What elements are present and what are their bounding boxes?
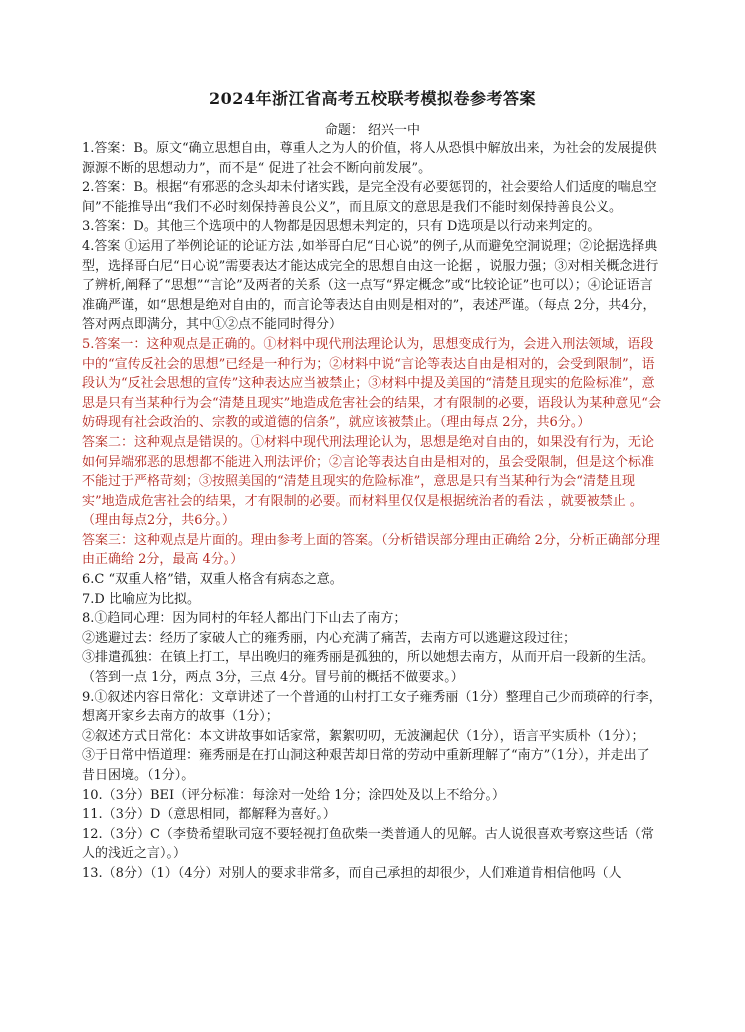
answer-13: 13.（8分）（1）（4分）对别人的要求非常多，而自己承担的却很少，人们难道肯相信他吗（人 <box>82 865 622 881</box>
answer-8-point-3: ③排遣孤独：在镇上打工，早出晚归的雍秀丽是孤独的，所以她想去南方，从而开启一段新的生活。（答到一点 1分，两点 3分，三点 4分。冒号前的概括不做要求。） <box>82 650 655 686</box>
answer-9-point-3: ③于日常中悟道理：雍秀丽是在打山洞这种艰苦却日常的劳动中重新理解了“南方”（1分），并走出了昔日困境。（1分）。 <box>82 748 650 783</box>
page-title: 2024年浙江省高考五校联考模拟卷参考答案 <box>208 89 537 108</box>
answer-5-plan-1: 5.答案一：这种观点是正确的。①材料中现代刑法理论认为，思想变成行为，会进入刑法领域，语段中的“宣传反社会的思想”已经是一种行为；②材料中说“言论等表达自由是相对的，会受到限制”，语段认为“反社会思想的宣传”这种表达应当被禁止；③材料中提及美国的“清楚且现实的危险标准”，意思是只有当某种行为会“清楚且现实”地造成危害社会的结果，才有限制的必要，语段认为某种意见“会妨碍现有社会政治的、宗教的或道德的信条”，就应该被禁止。（理由每点 2分，共6分。） <box>82 336 661 431</box>
answer-9-point-1: 9.①叙述内容日常化：文章讲述了一个普通的山村打工女子雍秀丽（1分）整理自己少而琐碎的行李，想离开家乡去南方的故事（1分）； <box>82 689 662 725</box>
answer-1: 1.答案：B。原文“确立思想自由，尊重人之为人的价值，将人从恐惧中解放出来，为社会的发展提供源源不断的思想动力”，而不是“ 促进了社会不断向前发展”。 <box>82 141 657 176</box>
answer-8-point-2: ②逃避过去：经历了家破人亡的雍秀丽，内心充满了痛苦，去南方可以逃避这段过往； <box>82 630 577 646</box>
answer-8-point-1: 8.①趋同心理：因为同村的年轻人都出门下山去了南方； <box>82 611 407 627</box>
answer-6: 6.C “双重人格”错，双重人格含有病态之意。 <box>82 572 343 588</box>
answer-5-plan-2: 答案二：这种观点是错误的。①材料中现代刑法理论认为，思想是绝对自由的，如果没有行为，无论如何异端邪恶的思想都不能进入刑法评价；②言论等表达自由是相对的，虽会受限制，但是这个标准不能过于严格苛刻；③按照美国的“清楚且现实的危险标准”，意思是只有当某种行为会“清楚且现实”地造成危害社会的结果，才有限制的必要。而材料里仅仅是根据统治者的看法 ，就要被禁止 。（理由每点2分，共6分。） <box>82 434 655 529</box>
answer-11: 11.（3分）D（意思相同，都解释为喜好。） <box>82 807 336 823</box>
answer-3: 3.答案：D。其他三个选项中的人物都是因思想未判定的，只有 D选项是以行动来判定的。 <box>82 219 601 235</box>
answer-4: 4.答案 ①运用了举例论证的论证方法 ,如举哥白尼“日心说”的例子,从而避免空洞说理；②论据选择典型，选择哥白尼“日心说”需要表达才能达成完全的思想自由这一论据 ，说服力强；③对相关概念进行了辨析,阐释了“思想”“言论”及两者的关系（这一点写“界定概念”或“比较论证”也可以）；④论证语言准确严谨，如“思想是绝对自由的，而言论等表达自由则是相对的”，表述严谨。（每点 2分，共4分，答对两点即满分，其中①②点不能同时得分） <box>82 238 659 333</box>
answer-10: 10.（3分）BEI（评分标准：每涂对一处给 1分；涂四处及以上不给分。） <box>82 787 506 803</box>
answer-2: 2.答案：B。根据“有邪恶的念头却未付诸实践，是完全没有必要惩罚的，社会要给人们适度的喘息空间”不能推导出“我们不必时刻保持善良公义”，而且原文的意思是我们不能时刻保持善良公义。 <box>82 180 657 215</box>
answer-9-point-2: ②叙述方式日常化：本文讲故事如话家常，絮絮叨叨，无波澜起伏（1分），语言平实质朴（1分）； <box>82 728 645 744</box>
author-line: 命题： 绍兴一中 <box>324 123 421 138</box>
answer-12: 12.（3分）C（李贽希望耿司寇不要轻视打鱼砍柴一类普通人的见解。古人说很喜欢考察这些话（常人的浅近之言）。） <box>82 826 654 862</box>
answer-7: 7.D 比喻应为比拟。 <box>82 591 200 607</box>
answer-5-plan-3: 答案三：这种观点是片面的。理由参考上面的答案。（分析错误部分理由正确给 2分，分析正确部分理由正确给 2分，最高 4分。） <box>82 532 660 568</box>
answer-body <box>82 139 662 884</box>
